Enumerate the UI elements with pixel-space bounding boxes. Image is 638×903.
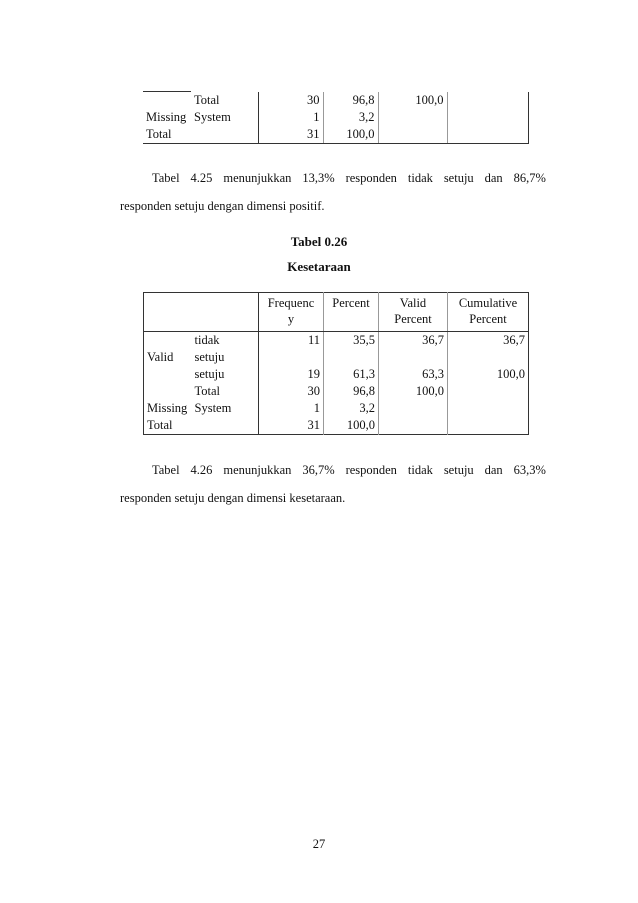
cumulative-percent-cell bbox=[448, 417, 529, 435]
row-label: tidak bbox=[194, 333, 220, 347]
percent-cell: 3,2 bbox=[323, 109, 378, 126]
word: 63,3% bbox=[513, 463, 546, 477]
valid-percent-cell bbox=[379, 349, 448, 366]
word: 36,7% bbox=[302, 463, 335, 477]
header-text: Frequenc bbox=[267, 296, 315, 310]
paragraph-4-25 bbox=[120, 166, 546, 218]
word: 4.26 bbox=[190, 463, 213, 477]
percent-cell: 96,8 bbox=[323, 92, 378, 109]
word: Tabel bbox=[152, 171, 180, 185]
row-label: setuju bbox=[194, 350, 225, 364]
cumulative-percent-cell: 100,0 bbox=[448, 366, 529, 383]
table-header-row bbox=[144, 293, 529, 332]
column-header-cumulative-percent bbox=[448, 293, 529, 332]
row-label: Total bbox=[194, 93, 220, 107]
row-group-label: Total bbox=[143, 126, 191, 144]
valid-percent-cell: 36,7 bbox=[379, 332, 448, 350]
header-text: Percent bbox=[469, 312, 507, 326]
table-row bbox=[144, 349, 529, 366]
frequency-cell: 19 bbox=[259, 366, 324, 383]
header-text: Cumulative bbox=[458, 296, 518, 310]
percent-cell: 100,0 bbox=[324, 417, 379, 435]
header-text: y bbox=[287, 312, 295, 326]
cumulative-percent-cell bbox=[448, 400, 529, 417]
percent-cell: 3,2 bbox=[324, 400, 379, 417]
valid-percent-cell bbox=[378, 126, 447, 144]
header-text: Valid bbox=[399, 296, 427, 310]
row-label: System bbox=[194, 401, 232, 415]
table-row bbox=[144, 417, 529, 435]
row-label bbox=[192, 417, 259, 435]
frequency-cell: 30 bbox=[258, 92, 323, 109]
row-label: setuju bbox=[194, 367, 225, 381]
frequency-cell: 11 bbox=[259, 332, 324, 350]
word: tidak bbox=[407, 171, 433, 185]
table-row bbox=[144, 332, 529, 350]
paragraph-4-26 bbox=[120, 458, 546, 510]
column-header-percent: Percent bbox=[324, 293, 379, 332]
table-row bbox=[143, 126, 528, 144]
table-row bbox=[143, 109, 528, 126]
table-row bbox=[144, 383, 529, 400]
row-group-label: Valid bbox=[147, 350, 174, 364]
page-number: 27 bbox=[312, 837, 326, 851]
paragraph-line bbox=[120, 166, 546, 190]
table-row bbox=[144, 400, 529, 417]
paragraph-line: responden setuju dengan dimensi positif. bbox=[120, 199, 325, 213]
frequency-cell: 1 bbox=[258, 109, 323, 126]
row-group-label: Total bbox=[147, 418, 173, 432]
percent-cell bbox=[324, 349, 379, 366]
column-header-frequency bbox=[259, 293, 324, 332]
row-group-label: Missing bbox=[147, 401, 188, 415]
cumulative-percent-cell: 36,7 bbox=[448, 332, 529, 350]
frequency-cell: 31 bbox=[258, 126, 323, 144]
word: 4.25 bbox=[190, 171, 213, 185]
word: 13,3% bbox=[302, 171, 335, 185]
row-label: System bbox=[194, 110, 231, 124]
valid-percent-cell: 100,0 bbox=[378, 92, 447, 109]
word: responden bbox=[345, 463, 397, 477]
percent-cell: 61,3 bbox=[324, 366, 379, 383]
cumulative-percent-cell bbox=[448, 349, 529, 366]
valid-percent-cell bbox=[379, 400, 448, 417]
valid-percent-cell bbox=[378, 109, 447, 126]
row-group-label bbox=[143, 92, 191, 109]
word: menunjukkan bbox=[223, 171, 292, 185]
valid-percent-cell bbox=[379, 417, 448, 435]
percent-cell: 100,0 bbox=[323, 126, 378, 144]
kesetaraan-frequency-table bbox=[143, 292, 529, 435]
word: setuju bbox=[443, 171, 474, 185]
cumulative-percent-cell bbox=[447, 126, 528, 144]
word: menunjukkan bbox=[223, 463, 292, 477]
valid-percent-cell: 100,0 bbox=[379, 383, 448, 400]
word: dan bbox=[484, 463, 503, 477]
frequency-cell bbox=[259, 349, 324, 366]
valid-percent-cell: 63,3 bbox=[379, 366, 448, 383]
frequency-cell: 1 bbox=[259, 400, 324, 417]
top-frequency-table bbox=[143, 92, 529, 144]
cumulative-percent-cell bbox=[447, 92, 528, 109]
word: 86,7% bbox=[513, 171, 546, 185]
table-caption: Tabel 0.26 bbox=[290, 234, 348, 249]
paragraph-line: responden setuju dengan dimensi kesetaraan. bbox=[120, 491, 346, 505]
word: Tabel bbox=[152, 463, 180, 477]
word: dan bbox=[484, 171, 503, 185]
percent-cell: 35,5 bbox=[324, 332, 379, 350]
row-label: Total bbox=[194, 384, 221, 398]
row-label bbox=[191, 126, 258, 144]
table-row bbox=[144, 366, 529, 383]
word: tidak bbox=[407, 463, 433, 477]
column-header-valid-percent bbox=[379, 293, 448, 332]
frequency-cell: 30 bbox=[259, 383, 324, 400]
row-group-label bbox=[144, 383, 192, 400]
header-text: Percent bbox=[394, 312, 432, 326]
word: setuju bbox=[443, 463, 474, 477]
table-row bbox=[143, 92, 528, 109]
paragraph-line bbox=[120, 458, 546, 482]
table-title: Kesetaraan bbox=[287, 259, 351, 274]
cumulative-percent-cell bbox=[447, 109, 528, 126]
row-group-label: Missing bbox=[146, 110, 187, 124]
cumulative-percent-cell bbox=[448, 383, 529, 400]
word: responden bbox=[345, 171, 397, 185]
frequency-cell: 31 bbox=[259, 417, 324, 435]
header-empty-cell bbox=[144, 293, 259, 332]
percent-cell: 96,8 bbox=[324, 383, 379, 400]
